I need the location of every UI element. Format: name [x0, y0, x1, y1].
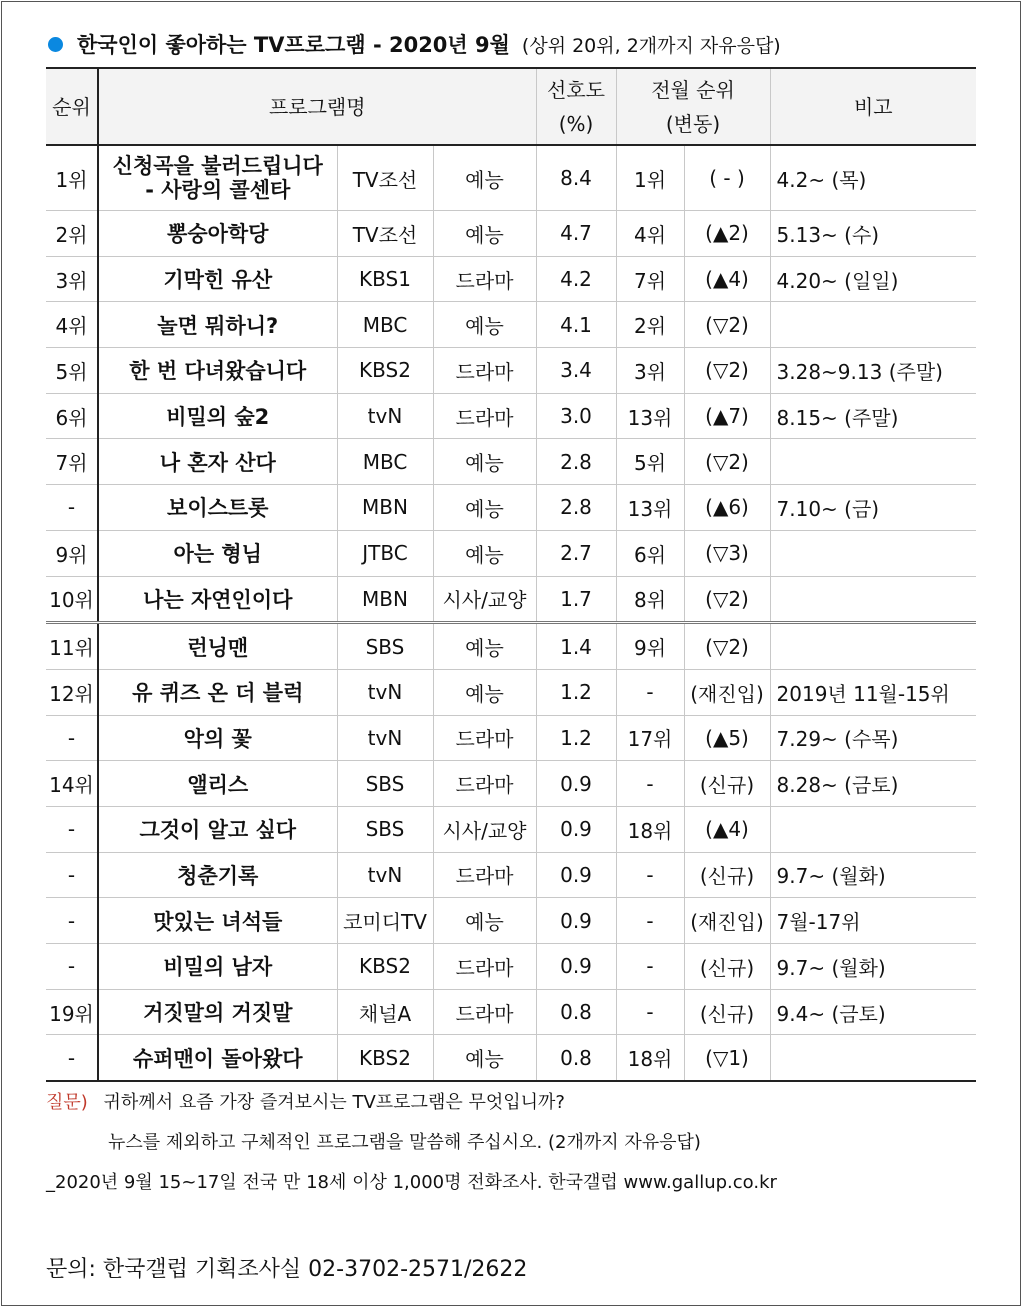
table-row [46, 761, 976, 807]
program-name-cell: 거짓말의 거짓말 [98, 989, 337, 1035]
genre-cell: 예능 [433, 145, 536, 211]
preference-cell: 1.2 [536, 715, 616, 761]
change-cell: (재진입) [684, 898, 770, 944]
table-row [46, 576, 976, 623]
change-cell: (▲4) [684, 256, 770, 302]
note-cell [770, 530, 976, 576]
ranking-table-body [46, 145, 976, 1081]
prev-rank-cell: 6위 [616, 530, 684, 576]
rank-cell: 14위 [46, 761, 98, 807]
preference-cell: 2.8 [536, 485, 616, 531]
preference-cell: 4.7 [536, 211, 616, 257]
note-cell: 8.15~ (주말) [770, 393, 976, 439]
note-cell: 7월-17위 [770, 898, 976, 944]
note-cell: 5.13~ (수) [770, 211, 976, 257]
change-cell: (▽3) [684, 530, 770, 576]
channel-cell: SBS [337, 623, 433, 670]
note-cell [770, 623, 976, 670]
genre-cell: 드라마 [433, 715, 536, 761]
header-preference [536, 68, 616, 145]
rank-cell: 9위 [46, 530, 98, 576]
program-name-cell [98, 145, 337, 211]
preference-cell: 0.9 [536, 806, 616, 852]
note-cell [770, 439, 976, 485]
header-program: 프로그램명 [98, 68, 536, 145]
table-row [46, 348, 976, 394]
table-row [46, 623, 976, 670]
rank-cell: - [46, 715, 98, 761]
preference-cell: 0.9 [536, 761, 616, 807]
program-name-cell: 보이스트롯 [98, 485, 337, 531]
genre-cell: 예능 [433, 669, 536, 715]
preference-cell: 3.0 [536, 393, 616, 439]
program-name-cell: 런닝맨 [98, 623, 337, 670]
survey-text: _2020년 9월 15~17일 전국 만 18세 이상 1,000명 전화조사. 한국갤럽 www.gallup.co.kr [46, 1172, 777, 1193]
channel-cell: 코미디TV [337, 898, 433, 944]
program-name-cell: 슈퍼맨이 돌아왔다 [98, 1035, 337, 1081]
note-cell: 4.2~ (목) [770, 145, 976, 211]
channel-cell: MBC [337, 439, 433, 485]
change-cell: (▲7) [684, 393, 770, 439]
change-cell: (▽2) [684, 623, 770, 670]
genre-cell: 드라마 [433, 256, 536, 302]
genre-cell: 예능 [433, 485, 536, 531]
preference-cell: 0.8 [536, 989, 616, 1035]
note-cell: 7.10~ (금) [770, 485, 976, 531]
rank-cell: 1위 [46, 145, 98, 211]
program-name-cell: 나 혼자 산다 [98, 439, 337, 485]
table-row [46, 145, 976, 211]
channel-cell: MBN [337, 576, 433, 623]
rank-cell: 7위 [46, 439, 98, 485]
rank-cell: - [46, 944, 98, 990]
question-line-2 [46, 1128, 777, 1168]
table-row [46, 393, 976, 439]
title-main: 한국인이 좋아하는 TV프로그램 - 2020년 9월 [77, 33, 510, 57]
program-name-cell: 나는 자연인이다 [98, 576, 337, 623]
header-note: 비고 [770, 68, 976, 145]
change-cell: (신규) [684, 761, 770, 807]
prev-rank-cell: - [616, 898, 684, 944]
question-label: 질문) [46, 1092, 88, 1113]
program-name-cell: 비밀의 남자 [98, 944, 337, 990]
genre-cell: 드라마 [433, 944, 536, 990]
question-text-2: 뉴스를 제외하고 구체적인 프로그램을 말씀해 주십시오. (2개까지 자유응답) [108, 1132, 701, 1153]
genre-cell: 드라마 [433, 348, 536, 394]
preference-cell: 1.7 [536, 576, 616, 623]
note-cell [770, 806, 976, 852]
prev-rank-cell: 9위 [616, 623, 684, 670]
preference-cell: 4.2 [536, 256, 616, 302]
genre-cell: 시사/교양 [433, 576, 536, 623]
preference-cell: 1.2 [536, 669, 616, 715]
prev-rank-cell: 1위 [616, 145, 684, 211]
prev-rank-cell: 18위 [616, 1035, 684, 1081]
program-name-cell: 뽕숭아학당 [98, 211, 337, 257]
prev-rank-cell: 7위 [616, 256, 684, 302]
note-cell: 9.7~ (월화) [770, 944, 976, 990]
table-row [46, 530, 976, 576]
change-cell: (▽2) [684, 302, 770, 348]
prev-rank-cell: 13위 [616, 485, 684, 531]
prev-rank-cell: - [616, 989, 684, 1035]
prev-rank-cell: - [616, 761, 684, 807]
table-row [46, 715, 976, 761]
channel-cell: KBS2 [337, 1035, 433, 1081]
genre-cell: 시사/교양 [433, 806, 536, 852]
rank-cell: 2위 [46, 211, 98, 257]
channel-cell: KBS2 [337, 348, 433, 394]
preference-cell: 0.9 [536, 852, 616, 898]
rank-cell: - [46, 485, 98, 531]
genre-cell: 드라마 [433, 761, 536, 807]
prev-rank-cell: 8위 [616, 576, 684, 623]
prev-rank-cell: 5위 [616, 439, 684, 485]
channel-cell: SBS [337, 761, 433, 807]
rank-cell: 10위 [46, 576, 98, 623]
change-cell: ( - ) [684, 145, 770, 211]
change-cell: (▲4) [684, 806, 770, 852]
rank-cell: 19위 [46, 989, 98, 1035]
rank-cell: 4위 [46, 302, 98, 348]
rank-cell: 5위 [46, 348, 98, 394]
genre-cell: 드라마 [433, 989, 536, 1035]
genre-cell: 드라마 [433, 852, 536, 898]
program-name-cell: 비밀의 숲2 [98, 393, 337, 439]
prev-rank-cell: - [616, 669, 684, 715]
program-name-cell: 악의 꽃 [98, 715, 337, 761]
change-cell: (신규) [684, 944, 770, 990]
change-cell: (▽1) [684, 1035, 770, 1081]
survey-info [46, 1168, 777, 1208]
channel-cell: 채널A [337, 989, 433, 1035]
question-text-1: 귀하께서 요즘 가장 즐겨보시는 TV프로그램은 무엇입니까? [103, 1092, 565, 1113]
channel-cell: SBS [337, 806, 433, 852]
page-title [48, 26, 781, 62]
channel-cell: TV조선 [337, 145, 433, 211]
channel-cell: KBS2 [337, 944, 433, 990]
channel-cell: tvN [337, 852, 433, 898]
rank-cell: - [46, 852, 98, 898]
prev-rank-cell: 17위 [616, 715, 684, 761]
change-cell: (▲2) [684, 211, 770, 257]
prev-rank-cell: - [616, 944, 684, 990]
note-cell: 2019년 11월-15위 [770, 669, 976, 715]
preference-cell: 2.8 [536, 439, 616, 485]
preference-cell: 8.4 [536, 145, 616, 211]
channel-cell: tvN [337, 669, 433, 715]
table-row [46, 256, 976, 302]
table-row [46, 898, 976, 944]
preference-cell: 0.9 [536, 898, 616, 944]
genre-cell: 예능 [433, 623, 536, 670]
bullet-dot-icon [48, 37, 63, 52]
genre-cell: 예능 [433, 211, 536, 257]
genre-cell: 예능 [433, 302, 536, 348]
note-cell [770, 302, 976, 348]
rank-cell: 11위 [46, 623, 98, 670]
preference-cell: 2.7 [536, 530, 616, 576]
header-preference-line2: (%) [558, 111, 594, 136]
change-cell: (▲5) [684, 715, 770, 761]
genre-cell: 예능 [433, 898, 536, 944]
genre-cell: 예능 [433, 530, 536, 576]
table-row [46, 485, 976, 531]
note-cell [770, 576, 976, 623]
note-cell: 4.20~ (일일) [770, 256, 976, 302]
preference-cell: 0.9 [536, 944, 616, 990]
preference-cell: 0.8 [536, 1035, 616, 1081]
program-name-cell: 기막힌 유산 [98, 256, 337, 302]
genre-cell: 드라마 [433, 393, 536, 439]
channel-cell: MBC [337, 302, 433, 348]
prev-rank-cell: 3위 [616, 348, 684, 394]
rank-cell: - [46, 898, 98, 944]
genre-cell: 예능 [433, 1035, 536, 1081]
program-name-cell: 유 퀴즈 온 더 블럭 [98, 669, 337, 715]
channel-cell: KBS1 [337, 256, 433, 302]
change-cell: (▽2) [684, 439, 770, 485]
preference-cell: 4.1 [536, 302, 616, 348]
note-cell [770, 1035, 976, 1081]
prev-rank-cell: 4위 [616, 211, 684, 257]
channel-cell: tvN [337, 393, 433, 439]
program-name-cell: 맛있는 녀석들 [98, 898, 337, 944]
header-prev-line1: 전월 순위 [651, 77, 735, 102]
note-cell: 8.28~ (금토) [770, 761, 976, 807]
rank-cell: - [46, 806, 98, 852]
note-cell: 9.4~ (금토) [770, 989, 976, 1035]
program-name-cell: 그것이 알고 싶다 [98, 806, 337, 852]
prev-rank-cell: - [616, 852, 684, 898]
note-cell: 3.28~9.13 (주말) [770, 348, 976, 394]
genre-cell: 예능 [433, 439, 536, 485]
header-prev-line2: (변동) [665, 111, 721, 136]
preference-cell: 3.4 [536, 348, 616, 394]
prev-rank-cell: 13위 [616, 393, 684, 439]
note-cell: 7.29~ (수목) [770, 715, 976, 761]
channel-cell: TV조선 [337, 211, 433, 257]
rank-cell: 3위 [46, 256, 98, 302]
rank-cell: - [46, 1035, 98, 1081]
program-name-line2: - 사랑의 콜센타 [145, 178, 291, 202]
prev-rank-cell: 18위 [616, 806, 684, 852]
table-row [46, 669, 976, 715]
rank-cell: 6위 [46, 393, 98, 439]
header-rank: 순위 [46, 68, 98, 145]
question-line-1 [46, 1088, 777, 1128]
table-row [46, 1035, 976, 1081]
prev-rank-cell: 2위 [616, 302, 684, 348]
change-cell: (신규) [684, 852, 770, 898]
program-name-cell: 한 번 다녀왔습니다 [98, 348, 337, 394]
table-row [46, 211, 976, 257]
program-name-line1: 신청곡을 불러드립니다 [112, 154, 323, 178]
program-name-cell: 놀면 뭐하니? [98, 302, 337, 348]
header-preference-line1: 선호도 [547, 77, 605, 102]
table-row [46, 302, 976, 348]
change-cell: (▲6) [684, 485, 770, 531]
footnotes [46, 1088, 777, 1208]
table-row [46, 944, 976, 990]
program-name-cell: 앨리스 [98, 761, 337, 807]
table-row [46, 852, 976, 898]
table-row [46, 439, 976, 485]
note-cell: 9.7~ (월화) [770, 852, 976, 898]
table-row [46, 989, 976, 1035]
preference-cell: 1.4 [536, 623, 616, 670]
channel-cell: MBN [337, 485, 433, 531]
contact-info: 문의: 한국갤럽 기획조사실 02-3702-2571/2622 [46, 1257, 528, 1282]
rank-cell: 12위 [46, 669, 98, 715]
change-cell: (▽2) [684, 348, 770, 394]
channel-cell: JTBC [337, 530, 433, 576]
change-cell: (신규) [684, 989, 770, 1035]
title-sub: (상위 20위, 2개까지 자유응답) [521, 34, 781, 57]
ranking-table [46, 67, 976, 1082]
channel-cell: tvN [337, 715, 433, 761]
header-prev-rank [616, 68, 770, 145]
table-row [46, 806, 976, 852]
program-name-cell: 아는 형님 [98, 530, 337, 576]
program-name-cell: 청춘기록 [98, 852, 337, 898]
change-cell: (▽2) [684, 576, 770, 623]
table-header-row [46, 68, 976, 145]
change-cell: (재진입) [684, 669, 770, 715]
